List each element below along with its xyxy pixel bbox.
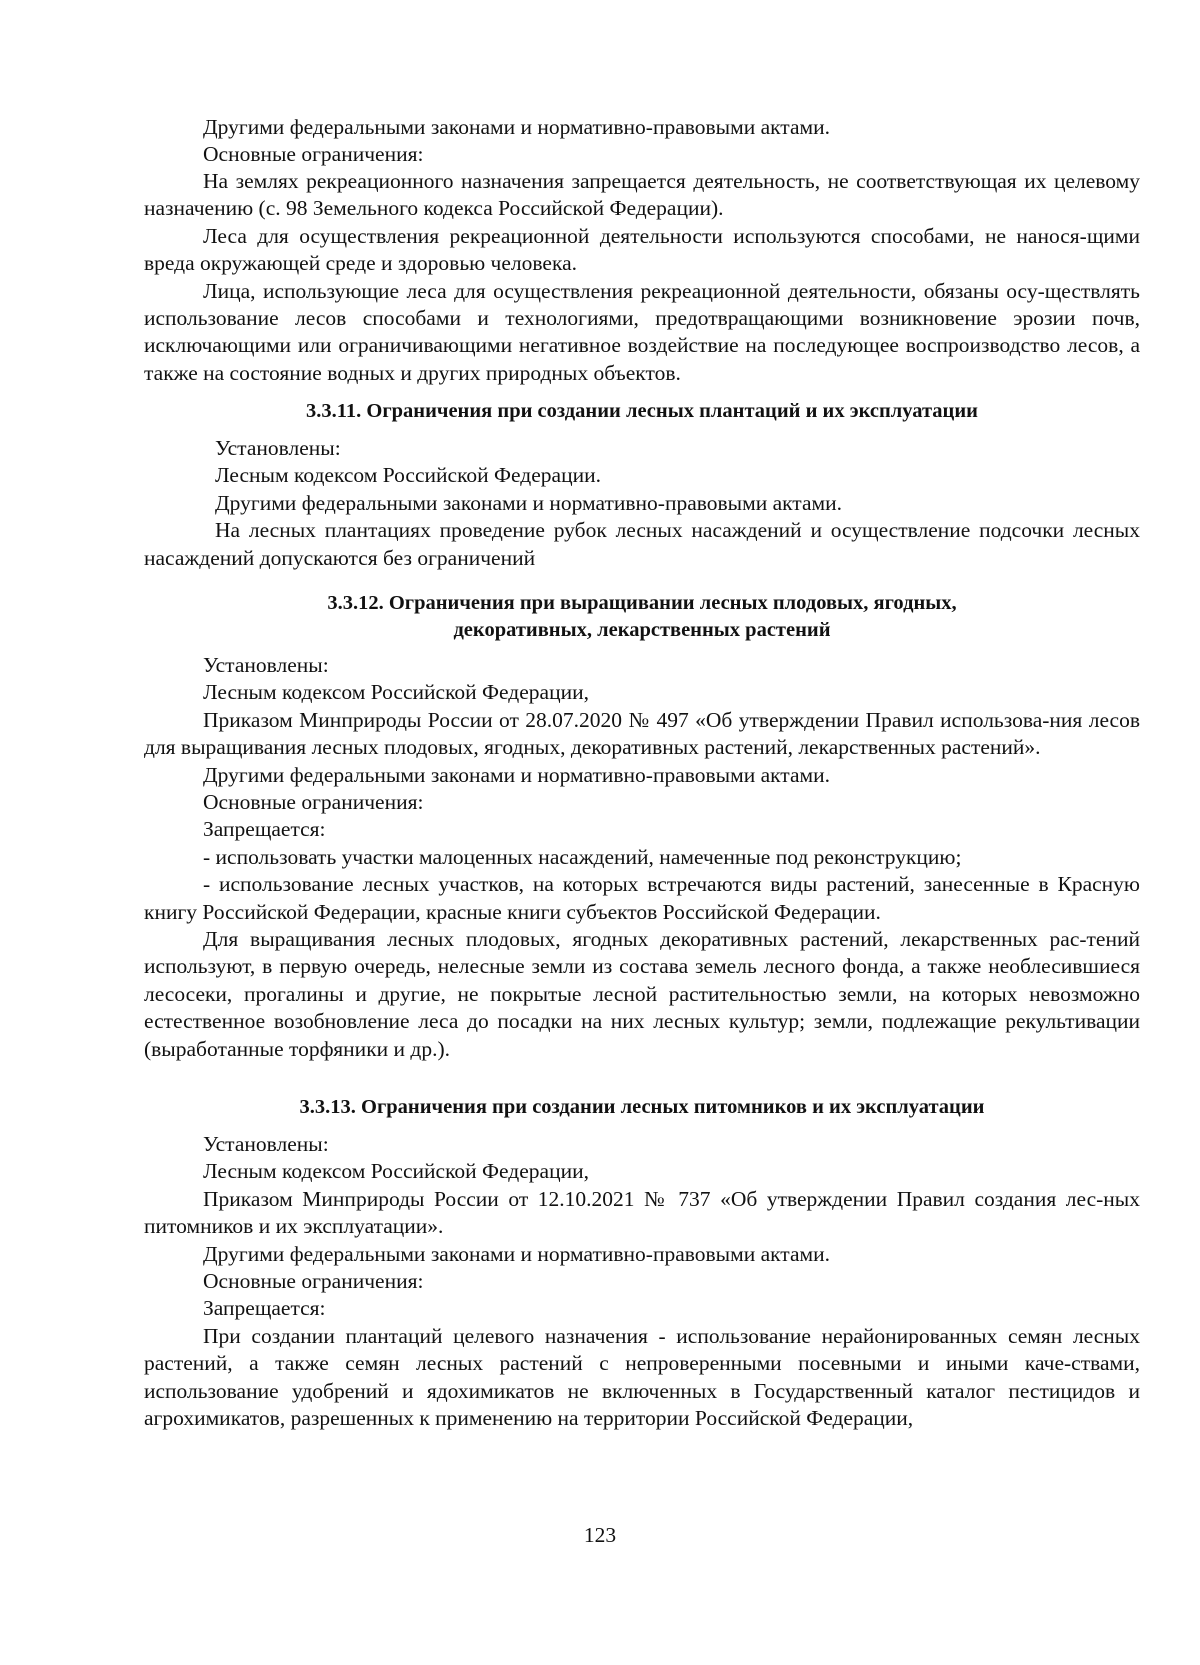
paragraph: Установлены: [203,653,329,677]
paragraph: Запрещается: [203,817,326,842]
section-3-3-12-body [144,652,1140,1063]
paragraph: Другими федеральными законами и нормативно-правовыми актами. [203,762,830,787]
paragraph: Основные ограничения: [203,1269,424,1294]
paragraph: Другими федеральными законами и нормативно-правовыми актами. [203,1241,830,1266]
paragraph: Другими федеральными законами и нормативно-правовыми актами. [215,490,842,515]
section-heading: 3.3.13. Ограничения при создании лесных питомников и их эксплуатации [299,1096,985,1118]
paragraph: Установлены: [203,1132,329,1156]
section-3-3-13 [144,1094,1140,1121]
section-3-3-13-body [144,1131,1140,1432]
section-3-3-11 [144,398,1140,425]
section-heading-line-1: 3.3.12. Ограничения при выращивании лесных плодовых, ягодных, [327,592,957,614]
section-heading: 3.3.11. Ограничения при создании лесных плантаций и их эксплуатации [306,400,978,422]
paragraph: На землях рекреационного назначения запрещается деятельность, не соответствующая их целевому назначению (с. 98 Земельного кодекса Российской Федерации). [144,169,1140,221]
section-3-3-12 [144,590,1140,644]
list-item: - использование лесных участков, на которых встречаются виды растений, занесенные в Красную книгу Российской Федерации, красные книги субъектов Российской Федерации. [144,872,1140,924]
paragraph: Леса для осуществления рекреационной деятельности используются способами, не нанося-щими вреда окружающей среде и здоровью человека. [144,223,1140,276]
paragraph: Запрещается: [203,1296,326,1321]
page-number: 123 [583,1523,617,1547]
paragraph: Для выращивания лесных плодовых, ягодных декоративных растений, лекарственных рас-тений используют, в первую очередь, нелесные земли из состава земель лесного фонда, а также необлесившиеся лесосеки, прогалины и другие, не покрытые лесной растительностью земли, на которых невозможно естественное возобновление леса до посадки на них лесных культур; земли, подлежащие рекультивации (выработанные торфяники и др.). [144,927,1140,1061]
paragraph: Основные ограничения: [203,142,424,167]
paragraph: Лесным кодексом Российской Федерации. [215,463,601,488]
paragraph: Другими федеральными законами и нормативно-правовыми актами. [203,115,830,139]
paragraph: Лица, использующие леса для осуществления рекреационной деятельности, обязаны осу-ществлять использование лесов способами и технологиями, предотвращающими возникновение эрозии почв, исключающими или ограничивающими негативное воздействие на последующее воспроизводство лесов, а также на состояние водных и других природных объектов. [144,278,1140,385]
paragraph: Основные ограничения: [203,790,424,815]
section-heading-line-2: декоративных, лекарственных растений [453,619,831,641]
list-item: - использовать участки малоценных насаждений, намеченные под реконструкцию; [203,844,962,869]
paragraph: При создании плантаций целевого назначения - использование нерайонированных семян лесных растений, а также семян лесных растений с непроверенными посевными и иными каче-ствами, использование удобрений и ядохимикатов не включенных в Государственный каталог пестицидов и агрохимикатов, разрешенных к применению на территории Российской Федерации, [144,1323,1140,1431]
section-3-3-11-body [144,435,1140,572]
paragraph: На лесных плантациях проведение рубок лесных насаждений и осуществление подсочки лесных насаждений допускаются без ограничений [144,518,1140,570]
intro-section [144,114,1140,169]
intro-paragraphs [144,168,1140,387]
paragraph: Установлены: [215,436,341,460]
paragraph: Приказом Минприроды России от 28.07.2020 № 497 «Об утверждении Правил использова-ния лесов для выращивания лесных плодовых, ягодных, декоративных растений, лекарственных растений». [144,707,1140,760]
paragraph: Лесным кодексом Российской Федерации, [203,1159,589,1184]
paragraph: Приказом Минприроды России от 12.10.2021 № 737 «Об утверждении Правил создания лес-ных питомников и их эксплуатации». [144,1186,1140,1239]
paragraph: Лесным кодексом Российской Федерации, [203,680,589,705]
